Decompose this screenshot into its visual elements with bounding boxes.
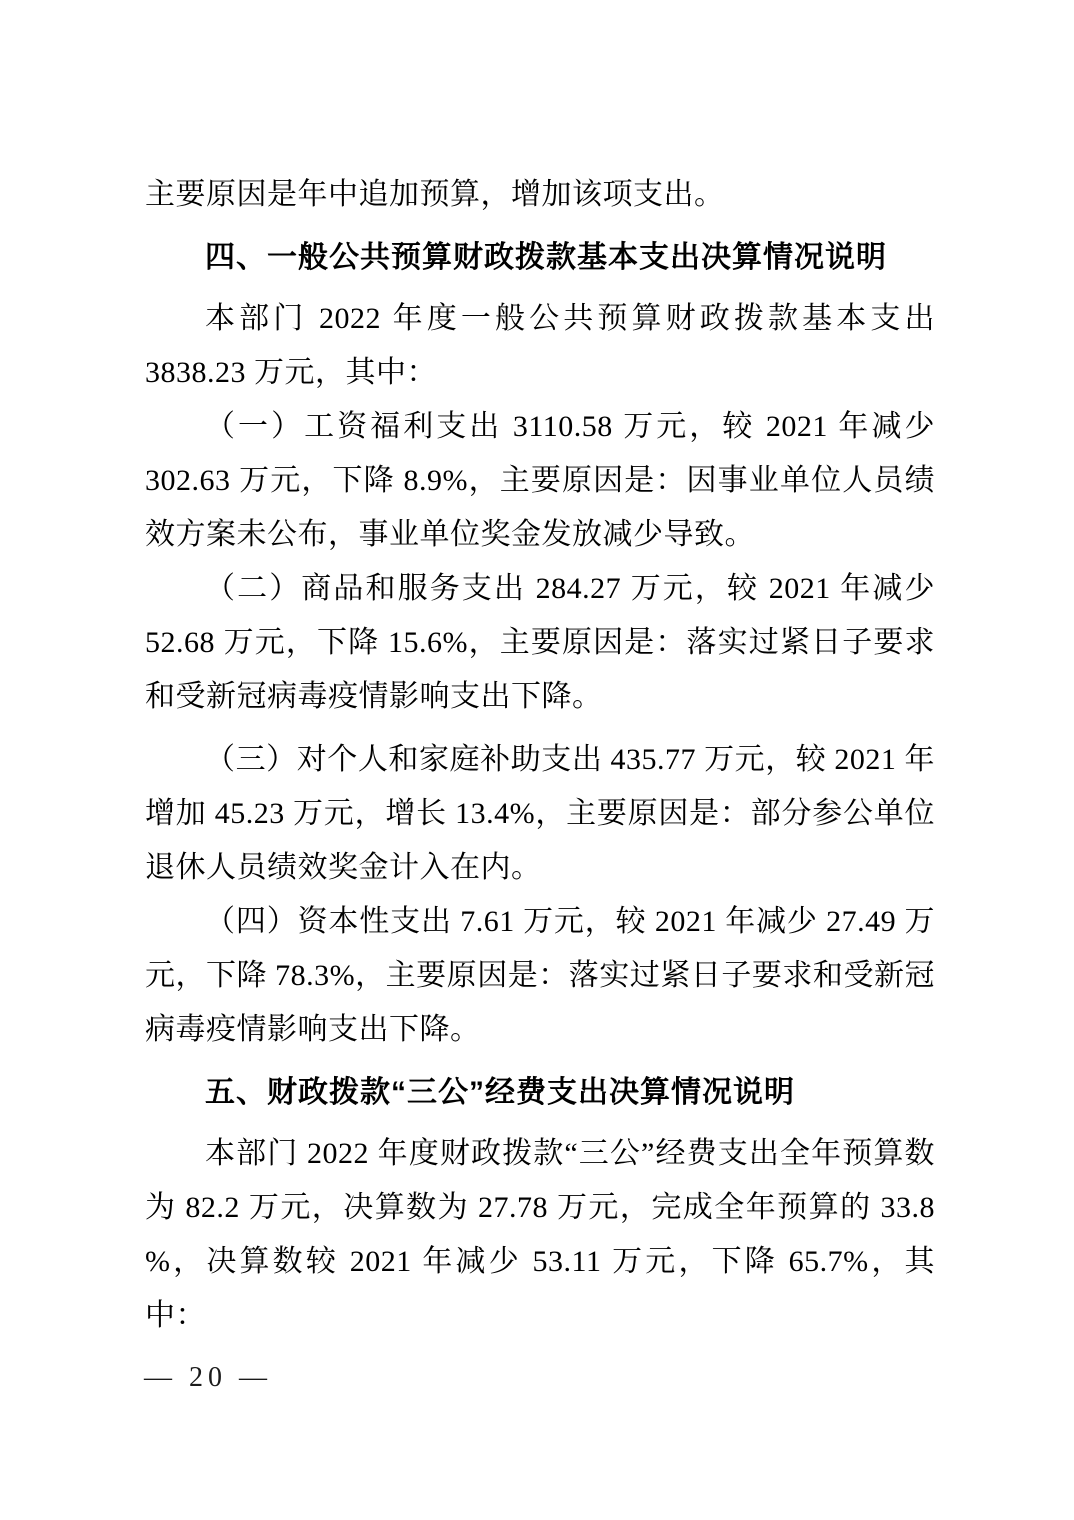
section-heading: 五、财政拨款“三公”经费支出决算情况说明 — [205, 1076, 795, 1109]
paragraph: （四）资本性支出 7.61 万元，较 2021 年减少 27.49 万元，下降 78.3%，主要原因是：落实过紧日子要求和受新冠病毒疫情影响支出下降。 — [145, 905, 935, 1046]
paragraph: 本部门 2022 年度财政拨款“三公”经费支出全年预算数为 82.2 万元，决算数为 27.78 万元，完成全年预算的 33.8 %，决算数较 2021 年减少 53.11 万元，下降 65.7%，其中： — [145, 1137, 935, 1332]
paragraph: 本部门 2022 年度一般公共预算财政拨款基本支出 3838.23 万元，其中： — [145, 302, 935, 389]
paragraph: （一）工资福利支出 3110.58 万元，较 2021 年减少 302.63 万元，下降 8.9%，主要原因是：因事业单位人员绩效方案未公布，事业单位奖金发放减少导致。 — [145, 410, 935, 551]
section-heading: 四、一般公共预算财政拨款基本支出决算情况说明 — [205, 241, 887, 274]
paragraph: （二）商品和服务支出 284.27 万元，较 2021 年减少 52.68 万元，下降 15.6%，主要原因是：落实过紧日子要求和受新冠病毒疫情影响支出下降。 — [145, 572, 935, 713]
paragraph: 主要原因是年中追加预算，增加该项支出。 — [145, 178, 725, 211]
page-number: — 20 — — [144, 1362, 272, 1393]
document-body — [145, 168, 935, 1343]
paragraph: （三）对个人和家庭补助支出 435.77 万元，较 2021 年增加 45.23 万元，增长 13.4%，主要原因是：部分参公单位退休人员绩效奖金计入在内。 — [145, 743, 935, 884]
